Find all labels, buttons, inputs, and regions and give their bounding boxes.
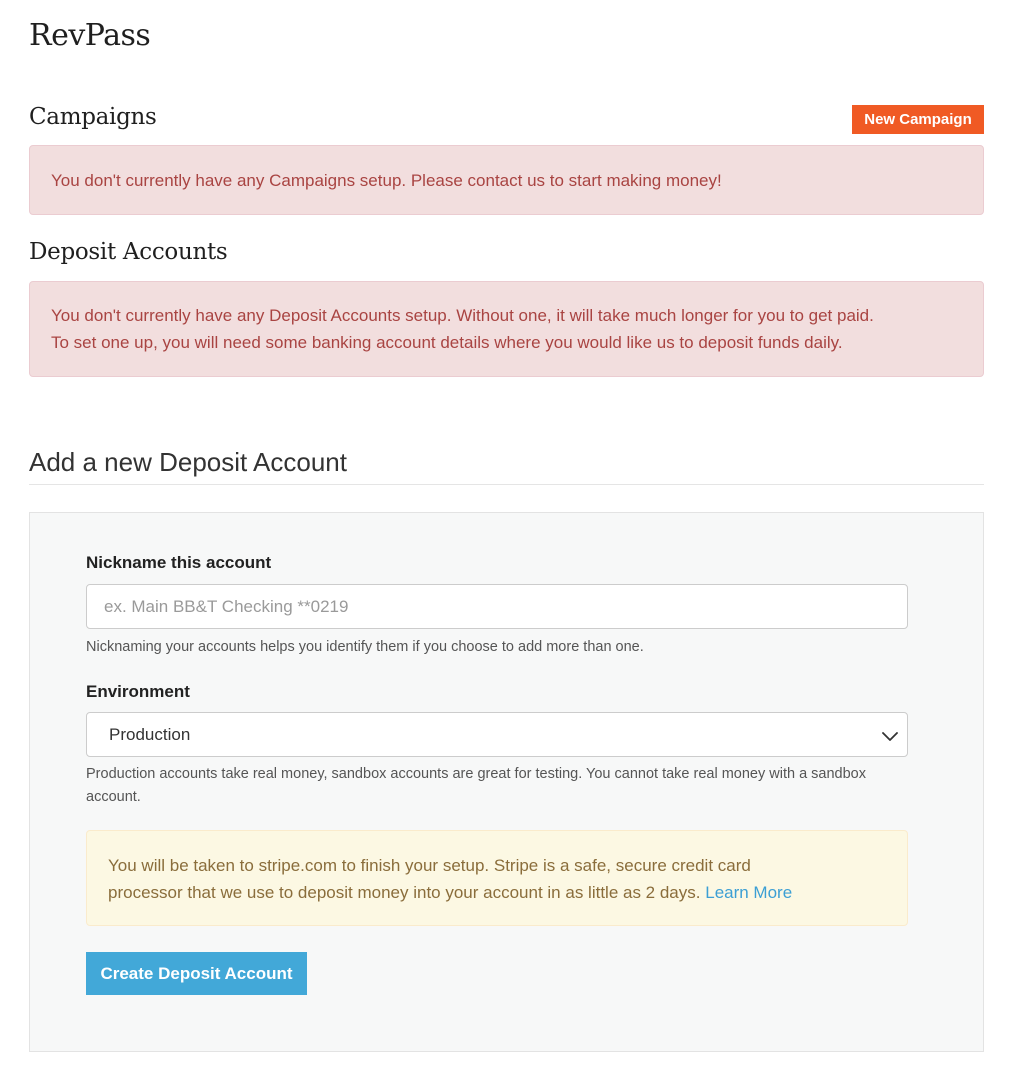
nickname-help-text: Nicknaming your accounts helps you identify them if you choose to add more than one. bbox=[86, 639, 644, 655]
stripe-notice bbox=[86, 830, 908, 926]
campaigns-empty-message: You don't currently have any Campaigns setup. Please contact us to start making money! bbox=[51, 171, 722, 190]
environment-help-text: Production accounts take real money, sandbox accounts are great for testing. You cannot take real money with a sandbox account. bbox=[86, 766, 866, 805]
nickname-label: Nickname this account bbox=[86, 553, 272, 572]
learn-more-link[interactable]: Learn More bbox=[705, 883, 793, 902]
deposit-accounts-empty-message-line1: You don't currently have any Deposit Accounts setup. Without one, it will take much longer for you to get paid. bbox=[51, 306, 874, 325]
create-deposit-account-button[interactable]: Create Deposit Account bbox=[86, 952, 307, 995]
stripe-notice-line2-wrapper bbox=[108, 879, 886, 906]
form-title-divider bbox=[29, 484, 984, 485]
environment-select[interactable] bbox=[86, 712, 908, 757]
deposit-accounts-empty-alert bbox=[29, 281, 984, 377]
deposit-accounts-heading: Deposit Accounts bbox=[29, 239, 228, 265]
environment-selected-value: Production bbox=[109, 725, 191, 744]
stripe-notice-line2: processor that we use to deposit money into your account in as little as 2 days. bbox=[108, 883, 701, 902]
stripe-notice-line1: You will be taken to stripe.com to finish your setup. Stripe is a safe, secure credit card bbox=[108, 856, 751, 875]
add-deposit-account-title: Add a new Deposit Account bbox=[29, 447, 347, 477]
campaigns-heading: Campaigns bbox=[29, 104, 157, 130]
nickname-input[interactable] bbox=[86, 584, 908, 629]
chevron-down-icon bbox=[880, 726, 900, 746]
environment-label: Environment bbox=[86, 682, 190, 701]
deposit-accounts-empty-message-line2: To set one up, you will need some banking account details where you would like us to deposit funds daily. bbox=[51, 333, 843, 352]
new-campaign-button[interactable]: New Campaign bbox=[852, 105, 984, 134]
app-title: RevPass bbox=[29, 18, 151, 53]
campaigns-empty-alert bbox=[29, 145, 984, 215]
